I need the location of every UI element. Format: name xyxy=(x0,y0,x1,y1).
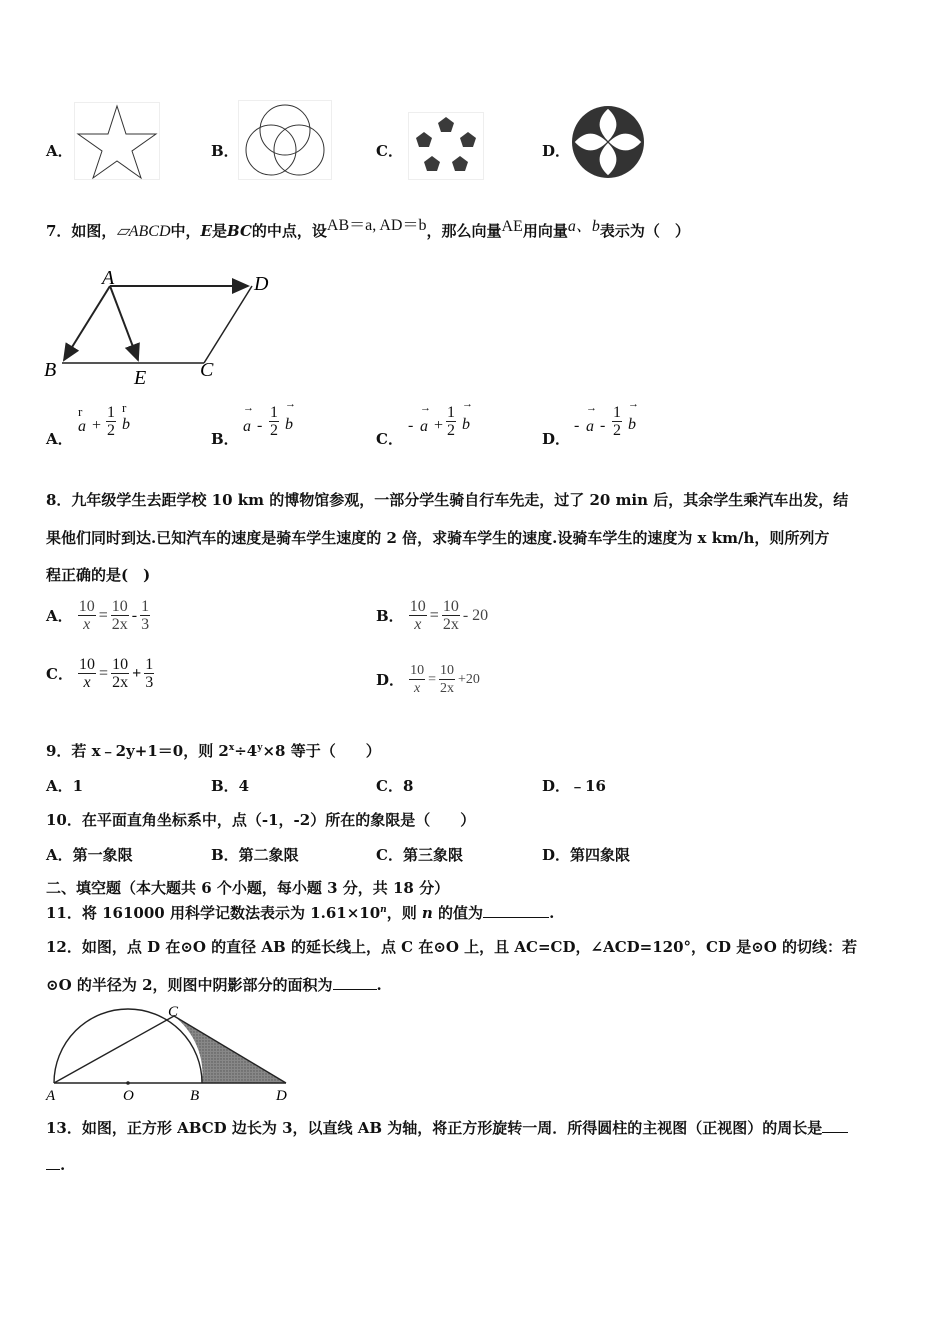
fraction: $\frac{1}{3}$ xyxy=(145,656,154,691)
q13-text: . xyxy=(60,1156,66,1174)
operator: = xyxy=(428,671,437,687)
q13-answer-blank-cont[interactable] xyxy=(46,1169,60,1170)
q7-option-b[interactable] xyxy=(211,398,296,448)
q12-stem-line-2 xyxy=(46,974,382,995)
q7-option-a[interactable] xyxy=(46,400,130,448)
q13-stem-line-1 xyxy=(46,1117,848,1138)
q11-text: ，则 xyxy=(386,904,422,922)
q9-option-a[interactable]: A．1 xyxy=(46,777,84,795)
q9-exponent-y: y xyxy=(257,743,263,753)
q11-text: 的值为 xyxy=(432,904,484,922)
fraction: $\frac{1}{2}$ xyxy=(270,404,278,439)
q10-stem: 10．在平面直角坐标系中，点（-1，-2）所在的象限是（ ） xyxy=(46,811,476,829)
fraction: $\frac{10}{2x}$ xyxy=(442,598,459,633)
q7-text: 是 xyxy=(211,222,227,240)
q8-option-label: D． xyxy=(376,671,405,689)
vector-b: b xyxy=(628,416,636,433)
q12-fig-label-a: A xyxy=(46,1088,56,1104)
vector-arrow: → xyxy=(462,398,473,410)
q12-fig-label-d: D xyxy=(276,1088,287,1104)
q12-fig-label-b: B xyxy=(190,1088,200,1104)
q6-option-b-label: B． xyxy=(211,142,239,160)
q12-stem-line-1: 12．如图，点 D 在⊙O 的直径 AB 的延长线上，点 C 在⊙O 上，且 AC=CD，∠ACD=120°，CD 是⊙O 的切线：若 xyxy=(46,938,858,956)
fraction: $\frac{10}{x}$ xyxy=(410,663,425,696)
fraction: $\frac{10}{x}$ xyxy=(78,598,95,633)
operator: - xyxy=(131,606,138,624)
operator: - 20 xyxy=(462,606,489,624)
q7-vectors-ab: a、b xyxy=(567,218,600,235)
q8-option-d[interactable] xyxy=(376,662,483,697)
q11-stem xyxy=(46,902,554,923)
operator: + xyxy=(132,664,142,682)
fraction: $\frac{10}{2x}$ xyxy=(440,663,455,696)
q12-fig-label-o: O xyxy=(123,1088,134,1104)
q12-text: ⊙O 的半径为 2，则图中阴影部分的面积为 xyxy=(46,976,333,994)
fraction: $\frac{10}{2x}$ xyxy=(111,598,128,633)
vector-b: b xyxy=(122,416,130,433)
q9-text: ×8 等于（ ） xyxy=(262,742,381,760)
vector-a: a xyxy=(243,418,251,435)
q11-answer-blank[interactable] xyxy=(483,917,549,918)
q7-text: 的中点，设 xyxy=(251,222,327,240)
fraction: $\frac{1}{2}$ xyxy=(447,404,455,439)
vector-b: b xyxy=(285,416,293,433)
q10-option-c[interactable]: C．第三象限 xyxy=(376,846,463,864)
q13-stem-line-2 xyxy=(46,1156,65,1174)
q7-vector-ae: AE xyxy=(501,218,523,235)
q7-number: 7．如图， xyxy=(46,222,117,240)
q6-option-c-label: C． xyxy=(376,142,403,160)
vector-a: a xyxy=(420,418,428,435)
q7-text: ，那么向量 xyxy=(426,222,502,240)
vector-arrow: → xyxy=(628,398,639,410)
q13-answer-blank[interactable] xyxy=(822,1132,848,1133)
question-7-stem xyxy=(46,218,690,241)
q7-option-label: A． xyxy=(46,430,73,448)
q9-exponent-x: x xyxy=(228,743,235,753)
vector-arrow: → xyxy=(243,402,254,414)
q7-segment-bc: BC xyxy=(226,222,252,240)
q13-text: 13．如图，正方形 ABCD 边长为 3，以直线 AB 为轴，将正方形旋转一周．所得圆柱的主视图（正视图）的周长是 xyxy=(46,1119,823,1137)
q10-option-d[interactable]: D．第四象限 xyxy=(542,846,631,864)
q7-fig-label-c: C xyxy=(200,359,214,381)
q8-option-label: C． xyxy=(46,665,73,683)
vector-a: a xyxy=(78,418,86,435)
q12-text: . xyxy=(376,976,382,994)
star-outline-icon xyxy=(74,102,160,180)
q6-option-a-label: A． xyxy=(46,142,73,160)
four-petal-circle-icon xyxy=(570,102,650,182)
q7-vector-definition: AB＝a, AD＝b xyxy=(326,217,427,234)
q6-option-d-label: D． xyxy=(542,142,571,160)
five-pentagons-icon xyxy=(408,112,484,180)
vector-arrow: → xyxy=(420,402,431,414)
q9-option-d[interactable]: D．﹣16 xyxy=(542,777,606,795)
q12-circle-tangent-figure xyxy=(40,1004,292,1104)
q9-text: 9．若 x﹣2y+1＝0，则 2 xyxy=(46,742,229,760)
q7-parallelogram: ▱ABCD xyxy=(116,223,171,240)
vector-arrow: r xyxy=(78,404,83,419)
q10-option-b[interactable]: B．第二象限 xyxy=(211,846,299,864)
q9-stem xyxy=(46,740,381,761)
q8-stem-line-2: 果他们同时到达.已知汽车的速度是骑车学生速度的 2 倍，求骑车学生的速度.设骑车学生的速度为 x km/h，则所列方 xyxy=(46,529,830,547)
vector-a: a xyxy=(586,418,594,435)
q7-point-e: E xyxy=(200,222,212,240)
fraction: $\frac{1}{2}$ xyxy=(107,404,115,439)
operator: = xyxy=(98,606,108,624)
q12-answer-blank[interactable] xyxy=(333,989,377,990)
operator: + xyxy=(434,417,444,434)
q7-parallelogram-figure xyxy=(40,264,280,388)
q7-fig-label-b: B xyxy=(44,359,57,381)
q12-fig-label-c: C xyxy=(168,1004,179,1020)
operator: = xyxy=(99,664,109,682)
q7-option-c[interactable] xyxy=(376,398,473,448)
section-2-heading: 二、填空题（本大题共 6 个小题，每小题 3 分，共 18 分） xyxy=(46,879,450,897)
q7-text: 用向量 xyxy=(522,222,568,240)
q7-fig-label-a: A xyxy=(102,267,115,289)
q8-option-label: A． xyxy=(46,607,73,625)
three-circles-icon xyxy=(238,100,332,180)
q10-option-a[interactable]: A．第一象限 xyxy=(46,846,133,864)
operator: +20 xyxy=(458,671,480,687)
q11-variable-n: n xyxy=(421,904,433,922)
operator: - xyxy=(600,417,606,434)
q7-option-d[interactable] xyxy=(542,398,639,448)
q8-option-label: B． xyxy=(376,607,404,625)
fraction: $\frac{1}{3}$ xyxy=(141,598,150,633)
q9-text: ÷4 xyxy=(234,742,258,760)
operator: - xyxy=(574,417,580,434)
q11-exponent: n xyxy=(380,905,387,915)
q11-text: 11．将 161000 用科学记数法表示为 1.61×10 xyxy=(46,904,381,922)
q7-fig-label-e: E xyxy=(134,367,147,388)
q11-text: . xyxy=(549,904,555,922)
q7-fig-label-d: D xyxy=(254,273,269,295)
operator: + xyxy=(92,417,102,434)
fraction: $\frac{10}{x}$ xyxy=(409,598,426,633)
q8-stem-line-1: 8．九年级学生去距学校 10 km 的博物馆参观，一部分学生骑自行车先走，过了 20 min 后，其余学生乘汽车出发，结 xyxy=(46,491,849,509)
q7-option-label: B． xyxy=(211,430,239,448)
q8-stem-line-3: 程正确的是( ) xyxy=(46,566,151,584)
vector-arrow: → xyxy=(285,398,296,410)
fraction: $\frac{10}{x}$ xyxy=(79,656,96,691)
q7-text: 中， xyxy=(170,222,201,240)
q7-option-label: C． xyxy=(376,430,403,448)
operator: - xyxy=(257,417,263,434)
operator: - xyxy=(408,417,414,434)
operator: = xyxy=(429,606,439,624)
q8-option-a[interactable] xyxy=(46,598,150,633)
q8-option-c[interactable] xyxy=(46,656,154,691)
fraction: $\frac{10}{2x}$ xyxy=(112,656,129,691)
fraction: $\frac{1}{2}$ xyxy=(613,404,621,439)
q7-option-label: D． xyxy=(542,430,571,448)
vector-arrow: r xyxy=(122,400,127,415)
q8-option-b[interactable] xyxy=(376,598,491,633)
vector-b: b xyxy=(462,416,470,433)
q7-text: 表示为（ ） xyxy=(599,222,690,240)
vector-arrow: → xyxy=(586,402,597,414)
q9-option-c[interactable]: C．8 xyxy=(376,777,414,795)
q9-option-b[interactable]: B．4 xyxy=(211,777,250,795)
